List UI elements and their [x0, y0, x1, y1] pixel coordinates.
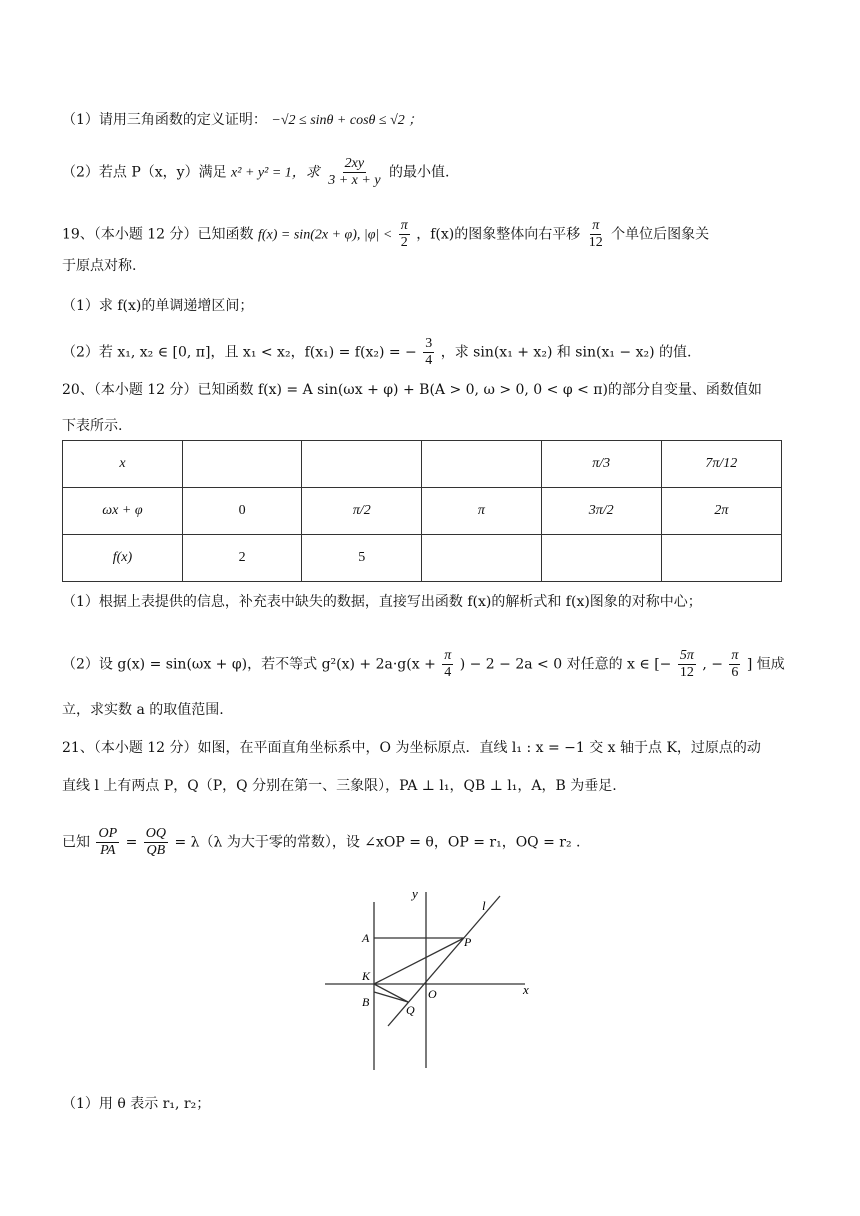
q20-frac2-num: 5π — [679, 648, 694, 663]
q20-frac3-den: 6 — [731, 665, 739, 680]
table-cell: π — [422, 488, 541, 535]
q20-part2-b: ) − 2 − 2a < 0 对任意的 x ∈ [− — [459, 656, 672, 673]
table-cell: 5 — [302, 535, 422, 582]
q19-part1: （1）求 f(x)的单调递增区间； — [62, 298, 254, 314]
q20-part2-d: ] 恒成 — [746, 656, 785, 673]
q20-part2-frac1 — [442, 648, 453, 681]
table-row-header: f(x) — [63, 535, 183, 582]
q19-func: f(x) = sin(2x + φ), |φ| < — [257, 227, 393, 243]
table-cell — [302, 441, 422, 488]
q20-frac2-den: 12 — [679, 665, 694, 680]
q20-part2-c: , − — [702, 656, 723, 673]
q21-line2: 直线 l 上有两点 P，Q（P，Q 分别在第一、三象限），PA ⊥ l₁，QB ⊥ l₁，A，B 为垂足. — [62, 778, 617, 794]
q19-part2 — [62, 336, 691, 369]
q20-part2-frac2 — [678, 648, 696, 681]
table-row — [63, 441, 782, 488]
q21-frac1 — [96, 826, 119, 859]
table-cell — [661, 535, 781, 582]
q20-head: 20、（本小题 12 分）已知函数 f(x) = A sin(ωx + φ) + B(A > 0, ω > 0, 0 < φ < π)的部分自变量、函数值如 — [62, 382, 762, 398]
table-cell — [422, 535, 541, 582]
q18-part1-text: （1）请用三角函数的定义证明： — [62, 112, 267, 128]
q19-shift-num: π — [592, 218, 600, 233]
label-A: A — [362, 931, 370, 945]
q21-line3-a: 已知 — [62, 834, 90, 851]
q19-part2-b: ，求 sin(x₁ + x₂) 和 sin(x₁ − x₂) 的值. — [440, 344, 692, 361]
q19-line2: 于原点对称. — [62, 258, 137, 274]
q20-frac1-den: 4 — [444, 665, 452, 680]
q18-frac-num: 2xy — [344, 156, 365, 171]
table-cell — [182, 441, 301, 488]
q20-frac3-num: π — [731, 648, 739, 663]
q18-frac-den: 3 + x + y — [328, 173, 381, 188]
table-cell: 2π — [661, 488, 781, 535]
q19-part2-den: 4 — [425, 353, 433, 368]
q21-head: 21、（本小题 12 分）如图，在平面直角坐标系中，O 为坐标原点．直线 l₁ : x = −1 交 x 轴于点 K，过原点的动 — [62, 740, 761, 756]
q21-line3 — [62, 826, 581, 859]
table-row-header: x — [63, 441, 183, 488]
label-K: K — [362, 969, 371, 983]
table-cell: 3π/2 — [541, 488, 661, 535]
label-O: O — [428, 987, 437, 1001]
q19-tail: 个单位后图象关 — [611, 226, 710, 243]
q21-line3-b: = λ（λ 为大于零的常数），设 ∠xOP = θ，OP = r₁，OQ = r₂ . — [174, 834, 581, 851]
q21-frac1-num: OP — [98, 826, 118, 841]
q18-part1-math: −√2 ≤ sinθ + cosθ ≤ √2 ； — [271, 113, 423, 128]
q21-frac2-num: OQ — [145, 826, 166, 841]
q21-eq: = — [125, 834, 138, 851]
table-cell: 2 — [182, 535, 301, 582]
q21-frac2-den: QB — [146, 843, 166, 858]
q20-part2-a: （2）设 g(x) = sin(ωx + φ)，若不等式 g²(x) + 2a·g(x + — [62, 656, 436, 673]
table-cell: π/2 — [302, 488, 422, 535]
q19-pi-den: 2 — [400, 235, 408, 250]
q21-figure — [320, 880, 540, 1075]
table-cell — [422, 441, 541, 488]
q19-shift-frac — [587, 218, 605, 251]
q18-part2-eq: x² + y² = 1，求 — [231, 165, 320, 181]
table-cell — [541, 535, 661, 582]
q20-part2-frac3 — [729, 648, 740, 681]
q18-fraction — [326, 156, 382, 189]
q20-last: 立，求实数 a 的取值范围. — [62, 702, 224, 718]
q18-part2 — [62, 156, 449, 189]
table-cell: 0 — [182, 488, 301, 535]
table-row — [63, 535, 782, 582]
q19-head — [62, 218, 709, 251]
q20-table — [62, 440, 782, 582]
q18-part2-text-b: 的最小值. — [389, 164, 450, 181]
table-row-header: ωx + φ — [63, 488, 183, 535]
table-cell: 7π/12 — [661, 441, 781, 488]
q21-frac1-den: PA — [100, 843, 116, 858]
q19-mid: ，f(x)的图象整体向右平移 — [416, 226, 581, 243]
label-Q: Q — [406, 1003, 415, 1017]
q19-part2-a: （2）若 x₁, x₂ ∈ [0, π]，且 x₁ < x₂，f(x₁) = f(x₂) = − — [62, 344, 417, 361]
q21-part1: （1）用 θ 表示 r₁, r₂； — [62, 1096, 211, 1112]
q19-part2-num: 3 — [425, 336, 433, 351]
table-row — [63, 488, 782, 535]
q18-part2-text-a: （2）若点 P（x，y）满足 — [62, 164, 227, 181]
q19-pi-frac — [399, 218, 410, 251]
label-P: P — [464, 935, 472, 949]
label-y: y — [412, 886, 418, 901]
label-l: l — [482, 898, 486, 913]
q20-line2: 下表所示. — [62, 418, 123, 434]
q20-part1: （1）根据上表提供的信息，补充表中缺失的数据，直接写出函数 f(x)的解析式和 f(x)图象的对称中心； — [62, 594, 702, 610]
q19-part2-frac — [423, 336, 434, 369]
table-cell: π/3 — [541, 441, 661, 488]
q19-pi-num: π — [400, 218, 408, 233]
segment-KP — [374, 938, 464, 984]
q19-head-text: 19、（本小题 12 分）已知函数 — [62, 226, 254, 243]
q20-frac1-num: π — [444, 648, 452, 663]
label-B: B — [362, 995, 370, 1009]
line-l — [388, 896, 500, 1026]
label-x: x — [523, 982, 529, 997]
q18-part1 — [62, 110, 422, 131]
q19-shift-den: 12 — [588, 235, 603, 250]
q21-frac2 — [144, 826, 168, 859]
q20-part2 — [62, 648, 785, 681]
